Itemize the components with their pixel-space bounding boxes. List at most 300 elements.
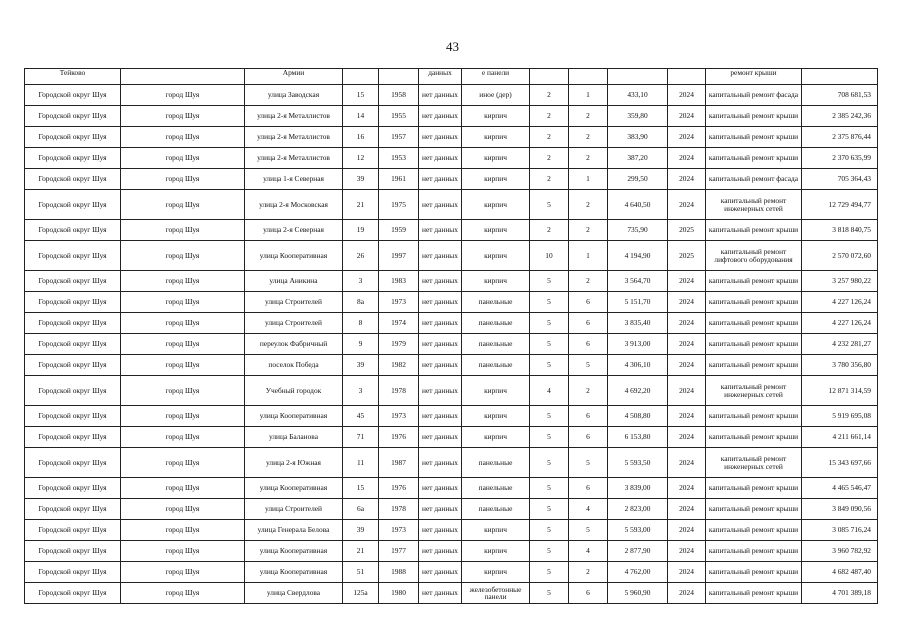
cell-plan-year: 2024	[668, 541, 706, 562]
cell-street: улица Строителей	[245, 499, 343, 520]
table-row	[25, 334, 878, 355]
cell-plan-year: 2024	[668, 313, 706, 334]
cell-entrances: 2	[569, 190, 608, 220]
cell-district: Городской округ Шуя	[25, 106, 121, 127]
cell-material-info: нет данных	[419, 499, 462, 520]
cell-street: улица Строителей	[245, 292, 343, 313]
cell-cost: 4 465 546,47	[802, 478, 878, 499]
cell-year: 1953	[379, 148, 419, 169]
cell-wall: кирпич	[462, 106, 530, 127]
cell-street: улица 2-я Металлистов	[245, 148, 343, 169]
cell-district: Городской округ Шуя	[25, 478, 121, 499]
cell-city: город Шуя	[121, 376, 245, 406]
cell-entrances: 5	[569, 448, 608, 478]
cell-district: Городской округ Шуя	[25, 271, 121, 292]
cell-cost: 5 919 695,08	[802, 406, 878, 427]
cell-house: 12	[343, 148, 379, 169]
cell-floors: 5	[530, 355, 569, 376]
cell-work: капитальный ремонт инженерных сетей	[706, 190, 802, 220]
cell-house: 15	[343, 478, 379, 499]
cell-district: Городской округ Шуя	[25, 220, 121, 241]
cell-city: город Шуя	[121, 448, 245, 478]
cell-entrances: 1	[569, 85, 608, 106]
cell-street: улица Кооперативная	[245, 478, 343, 499]
cell-plan-year: 2024	[668, 406, 706, 427]
cell-district: Городской округ Шуя	[25, 85, 121, 106]
cell-area: 3 564,70	[608, 271, 668, 292]
cell-plan-year: 2024	[668, 85, 706, 106]
table-row	[25, 148, 878, 169]
cell-floors: 5	[530, 271, 569, 292]
cell-work: капитальный ремонт лифтового оборудования	[706, 241, 802, 271]
cell-material-info: нет данных	[419, 583, 462, 604]
cell-area: 3 913,00	[608, 334, 668, 355]
cell-work: капитальный ремонт крыши	[706, 292, 802, 313]
cell-material-info: нет данных	[419, 190, 462, 220]
cell-street: улица 2-я Металлистов	[245, 127, 343, 148]
table-row	[25, 127, 878, 148]
cell-city: город Шуя	[121, 271, 245, 292]
cell-plan-year: 2024	[668, 334, 706, 355]
cell-district: Городской округ Шуя	[25, 448, 121, 478]
cell-city: город Шуя	[121, 106, 245, 127]
cell-house: 8а	[343, 292, 379, 313]
cell-material-info: нет данных	[419, 148, 462, 169]
table-row	[25, 69, 878, 85]
cell-floors: 5	[530, 541, 569, 562]
cell-floors: 2	[530, 127, 569, 148]
cell-street: поселок Победа	[245, 355, 343, 376]
cell-entrances: 6	[569, 583, 608, 604]
cell-material-info: нет данных	[419, 241, 462, 271]
cell-area: 4 762,00	[608, 562, 668, 583]
cell-house: 21	[343, 541, 379, 562]
table-cell	[343, 69, 379, 85]
cell-floors: 2	[530, 220, 569, 241]
cell-street: переулок Фабричный	[245, 334, 343, 355]
cell-house: 16	[343, 127, 379, 148]
cell-house: 39	[343, 169, 379, 190]
cell-wall: панельные	[462, 292, 530, 313]
cell-house: 45	[343, 406, 379, 427]
cell-floors: 5	[530, 190, 569, 220]
cell-area: 2 823,00	[608, 499, 668, 520]
cell-plan-year: 2024	[668, 520, 706, 541]
table-cell	[668, 69, 706, 85]
cell-plan-year: 2024	[668, 127, 706, 148]
cell-work: капитальный ремонт крыши	[706, 271, 802, 292]
cell-cost: 3 960 782,92	[802, 541, 878, 562]
cell-work: капитальный ремонт крыши	[706, 562, 802, 583]
cell-material-info: нет данных	[419, 271, 462, 292]
cell-floors: 5	[530, 292, 569, 313]
cell-plan-year: 2024	[668, 190, 706, 220]
cell-material-info: нет данных	[419, 313, 462, 334]
cell-floors: 5	[530, 520, 569, 541]
table-row	[25, 583, 878, 604]
table-row	[25, 562, 878, 583]
cell-plan-year: 2024	[668, 292, 706, 313]
cell-city: город Шуя	[121, 313, 245, 334]
cell-floors: 5	[530, 448, 569, 478]
cell-wall: кирпич	[462, 541, 530, 562]
cell-plan-year: 2024	[668, 478, 706, 499]
cell-district: Городской округ Шуя	[25, 127, 121, 148]
table-row	[25, 427, 878, 448]
cell-entrances: 2	[569, 220, 608, 241]
cell-street: улица Заводская	[245, 85, 343, 106]
cell-work: капитальный ремонт крыши	[706, 355, 802, 376]
cell-city: город Шуя	[121, 427, 245, 448]
cell-year: 1955	[379, 106, 419, 127]
cell-cost: 3 818 840,75	[802, 220, 878, 241]
cell-wall: панельные	[462, 355, 530, 376]
housing-repair-table	[24, 68, 878, 604]
cell-plan-year: 2024	[668, 169, 706, 190]
cell-cost: 3 257 980,22	[802, 271, 878, 292]
cell-district: Городской округ Шуя	[25, 406, 121, 427]
table-body	[25, 69, 878, 604]
cell-area: 299,50	[608, 169, 668, 190]
cell-cost: 3 849 090,56	[802, 499, 878, 520]
table-row	[25, 85, 878, 106]
cell-house: 125а	[343, 583, 379, 604]
cell-plan-year: 2024	[668, 562, 706, 583]
cell-floors: 5	[530, 562, 569, 583]
cell-wall: кирпич	[462, 562, 530, 583]
table-row	[25, 541, 878, 562]
cell-work: капитальный ремонт крыши	[706, 541, 802, 562]
cell-wall: кирпич	[462, 190, 530, 220]
cell-cost: 12 729 494,77	[802, 190, 878, 220]
cell-area: 3 839,00	[608, 478, 668, 499]
cell-entrances: 6	[569, 478, 608, 499]
cell-city: город Шуя	[121, 220, 245, 241]
cell-year: 1987	[379, 448, 419, 478]
cell-year: 1958	[379, 85, 419, 106]
cell-cost: 2 375 876,44	[802, 127, 878, 148]
table-row	[25, 376, 878, 406]
cell-district: Городской округ Шуя	[25, 520, 121, 541]
cell-street: улица Баланова	[245, 427, 343, 448]
cell-city: город Шуя	[121, 241, 245, 271]
cell-plan-year: 2024	[668, 355, 706, 376]
cell-material-info: нет данных	[419, 478, 462, 499]
cell-house: 14	[343, 106, 379, 127]
cell-material-info: нет данных	[419, 355, 462, 376]
cell-entrances: 4	[569, 499, 608, 520]
table-cell	[608, 69, 668, 85]
cell-floors: 5	[530, 427, 569, 448]
cell-district: Городской округ Шуя	[25, 292, 121, 313]
table-cell	[530, 69, 569, 85]
cell-area: 383,90	[608, 127, 668, 148]
cell-year: 1978	[379, 376, 419, 406]
cell-year: 1957	[379, 127, 419, 148]
table-row	[25, 313, 878, 334]
cell-floors: 2	[530, 85, 569, 106]
table-row	[25, 271, 878, 292]
cell-house: 6а	[343, 499, 379, 520]
cell-wall: панельные	[462, 478, 530, 499]
cell-year: 1961	[379, 169, 419, 190]
cell-street: улица 2-я Московская	[245, 190, 343, 220]
cell-area: 359,80	[608, 106, 668, 127]
cell-year: 1976	[379, 427, 419, 448]
cell-area: 433,10	[608, 85, 668, 106]
table-row	[25, 220, 878, 241]
cell-city: город Шуя	[121, 406, 245, 427]
cell-house: 8	[343, 313, 379, 334]
cell-work: капитальный ремонт фасада	[706, 169, 802, 190]
cell-cost: 12 871 314,59	[802, 376, 878, 406]
table-cell: е панели	[462, 69, 530, 85]
cell-cost: 4 227 126,24	[802, 292, 878, 313]
cell-cost: 3 780 356,80	[802, 355, 878, 376]
cell-street: улица Кооперативная	[245, 406, 343, 427]
cell-material-info: нет данных	[419, 427, 462, 448]
table-cell: Тейково	[25, 69, 121, 85]
cell-street: улица Аникина	[245, 271, 343, 292]
cell-year: 1974	[379, 313, 419, 334]
cell-district: Городской округ Шуя	[25, 376, 121, 406]
cell-city: город Шуя	[121, 520, 245, 541]
cell-material-info: нет данных	[419, 541, 462, 562]
cell-entrances: 4	[569, 541, 608, 562]
table-row	[25, 292, 878, 313]
cell-wall: кирпич	[462, 406, 530, 427]
cell-cost: 4 682 487,40	[802, 562, 878, 583]
cell-district: Городской округ Шуя	[25, 241, 121, 271]
cell-entrances: 1	[569, 241, 608, 271]
cell-plan-year: 2024	[668, 376, 706, 406]
cell-city: город Шуя	[121, 541, 245, 562]
cell-material-info: нет данных	[419, 292, 462, 313]
cell-material-info: нет данных	[419, 169, 462, 190]
cell-street: улица 1-я Северная	[245, 169, 343, 190]
table-cell	[569, 69, 608, 85]
cell-wall: кирпич	[462, 148, 530, 169]
cell-city: город Шуя	[121, 562, 245, 583]
cell-house: 39	[343, 355, 379, 376]
cell-street: улица Кооперативная	[245, 241, 343, 271]
cell-work: капитальный ремонт крыши	[706, 334, 802, 355]
cell-plan-year: 2024	[668, 583, 706, 604]
cell-cost: 4 227 126,24	[802, 313, 878, 334]
cell-plan-year: 2025	[668, 241, 706, 271]
cell-area: 387,20	[608, 148, 668, 169]
cell-work: капитальный ремонт фасада	[706, 85, 802, 106]
cell-house: 9	[343, 334, 379, 355]
cell-district: Городской округ Шуя	[25, 541, 121, 562]
cell-street: улица 2-я Металлистов	[245, 106, 343, 127]
cell-wall: кирпич	[462, 241, 530, 271]
cell-material-info: нет данных	[419, 220, 462, 241]
cell-floors: 5	[530, 583, 569, 604]
cell-city: город Шуя	[121, 169, 245, 190]
cell-work: капитальный ремонт крыши	[706, 313, 802, 334]
cell-year: 1982	[379, 355, 419, 376]
cell-city: город Шуя	[121, 355, 245, 376]
cell-plan-year: 2024	[668, 271, 706, 292]
cell-city: город Шуя	[121, 85, 245, 106]
cell-material-info: нет данных	[419, 448, 462, 478]
cell-wall: панельные	[462, 448, 530, 478]
table-row	[25, 355, 878, 376]
cell-district: Городской округ Шуя	[25, 562, 121, 583]
cell-plan-year: 2024	[668, 148, 706, 169]
cell-year: 1978	[379, 499, 419, 520]
cell-house: 26	[343, 241, 379, 271]
cell-entrances: 2	[569, 127, 608, 148]
cell-city: город Шуя	[121, 499, 245, 520]
table-row	[25, 448, 878, 478]
cell-floors: 10	[530, 241, 569, 271]
cell-cost: 705 364,43	[802, 169, 878, 190]
cell-plan-year: 2024	[668, 106, 706, 127]
cell-entrances: 6	[569, 334, 608, 355]
cell-city: город Шуя	[121, 292, 245, 313]
cell-wall: иное (дер)	[462, 85, 530, 106]
cell-floors: 2	[530, 148, 569, 169]
cell-wall: кирпич	[462, 220, 530, 241]
cell-wall: панельные	[462, 334, 530, 355]
cell-work: капитальный ремонт крыши	[706, 427, 802, 448]
cell-floors: 5	[530, 313, 569, 334]
table-row	[25, 190, 878, 220]
cell-wall: панельные	[462, 313, 530, 334]
cell-house: 19	[343, 220, 379, 241]
cell-area: 3 835,40	[608, 313, 668, 334]
cell-street: Учебный городок	[245, 376, 343, 406]
cell-material-info: нет данных	[419, 562, 462, 583]
cell-cost: 2 385 242,36	[802, 106, 878, 127]
cell-cost: 4 211 661,14	[802, 427, 878, 448]
cell-year: 1997	[379, 241, 419, 271]
table-row	[25, 106, 878, 127]
table-cell: ремонт крыши	[706, 69, 802, 85]
cell-district: Городской округ Шуя	[25, 169, 121, 190]
cell-house: 21	[343, 190, 379, 220]
cell-wall: кирпич	[462, 169, 530, 190]
cell-cost: 15 343 697,66	[802, 448, 878, 478]
cell-street: улица Кооперативная	[245, 541, 343, 562]
cell-street: улица Строителей	[245, 313, 343, 334]
cell-area: 735,90	[608, 220, 668, 241]
cell-floors: 5	[530, 499, 569, 520]
cell-material-info: нет данных	[419, 376, 462, 406]
cell-year: 1975	[379, 190, 419, 220]
cell-wall: панельные	[462, 499, 530, 520]
cell-area: 2 877,90	[608, 541, 668, 562]
cell-entrances: 5	[569, 520, 608, 541]
cell-entrances: 2	[569, 106, 608, 127]
cell-house: 51	[343, 562, 379, 583]
cell-entrances: 6	[569, 427, 608, 448]
cell-wall: кирпич	[462, 427, 530, 448]
cell-district: Городской округ Шуя	[25, 148, 121, 169]
cell-district: Городской округ Шуя	[25, 427, 121, 448]
cell-area: 4 508,80	[608, 406, 668, 427]
table-cell: данных	[419, 69, 462, 85]
cell-material-info: нет данных	[419, 127, 462, 148]
cell-district: Городской округ Шуя	[25, 313, 121, 334]
cell-city: город Шуя	[121, 190, 245, 220]
cell-material-info: нет данных	[419, 85, 462, 106]
table-row	[25, 478, 878, 499]
cell-wall: кирпич	[462, 127, 530, 148]
cell-street: улица 2-я Северная	[245, 220, 343, 241]
cell-year: 1977	[379, 541, 419, 562]
cell-house: 3	[343, 271, 379, 292]
cell-area: 5 593,00	[608, 520, 668, 541]
cell-entrances: 6	[569, 313, 608, 334]
cell-cost: 2 370 635,99	[802, 148, 878, 169]
cell-material-info: нет данных	[419, 334, 462, 355]
cell-floors: 2	[530, 169, 569, 190]
cell-year: 1973	[379, 406, 419, 427]
cell-district: Городской округ Шуя	[25, 334, 121, 355]
cell-district: Городской округ Шуя	[25, 190, 121, 220]
cell-work: капитальный ремонт крыши	[706, 478, 802, 499]
cell-work: капитальный ремонт крыши	[706, 127, 802, 148]
cell-city: город Шуя	[121, 334, 245, 355]
cell-district: Городской округ Шуя	[25, 583, 121, 604]
cell-work: капитальный ремонт крыши	[706, 520, 802, 541]
cell-area: 5 151,70	[608, 292, 668, 313]
cell-year: 1979	[379, 334, 419, 355]
cell-area: 4 306,10	[608, 355, 668, 376]
cell-entrances: 2	[569, 271, 608, 292]
cell-house: 71	[343, 427, 379, 448]
cell-work: капитальный ремонт инженерных сетей	[706, 376, 802, 406]
table-cell	[121, 69, 245, 85]
cell-street: улица Генерала Белова	[245, 520, 343, 541]
cell-area: 4 194,90	[608, 241, 668, 271]
cell-plan-year: 2024	[668, 499, 706, 520]
table-row	[25, 406, 878, 427]
table-row	[25, 520, 878, 541]
cell-city: город Шуя	[121, 583, 245, 604]
cell-cost: 4 701 389,18	[802, 583, 878, 604]
cell-entrances: 6	[569, 406, 608, 427]
cell-material-info: нет данных	[419, 106, 462, 127]
cell-plan-year: 2024	[668, 427, 706, 448]
cell-floors: 5	[530, 334, 569, 355]
cell-wall: кирпич	[462, 520, 530, 541]
cell-street: улица Кооперативная	[245, 562, 343, 583]
cell-year: 1988	[379, 562, 419, 583]
cell-material-info: нет данных	[419, 406, 462, 427]
cell-area: 4 640,50	[608, 190, 668, 220]
cell-floors: 5	[530, 406, 569, 427]
cell-year: 1959	[379, 220, 419, 241]
cell-year: 1976	[379, 478, 419, 499]
cell-wall: железобетонные панели	[462, 583, 530, 604]
cell-floors: 2	[530, 106, 569, 127]
cell-street: улица Свердлова	[245, 583, 343, 604]
cell-work: капитальный ремонт крыши	[706, 106, 802, 127]
cell-work: капитальный ремонт инженерных сетей	[706, 448, 802, 478]
table-cell	[379, 69, 419, 85]
cell-area: 5 960,90	[608, 583, 668, 604]
cell-cost: 4 232 281,27	[802, 334, 878, 355]
cell-cost: 2 570 072,60	[802, 241, 878, 271]
cell-cost: 708 681,53	[802, 85, 878, 106]
cell-plan-year: 2025	[668, 220, 706, 241]
cell-year: 1980	[379, 583, 419, 604]
cell-work: капитальный ремонт крыши	[706, 499, 802, 520]
